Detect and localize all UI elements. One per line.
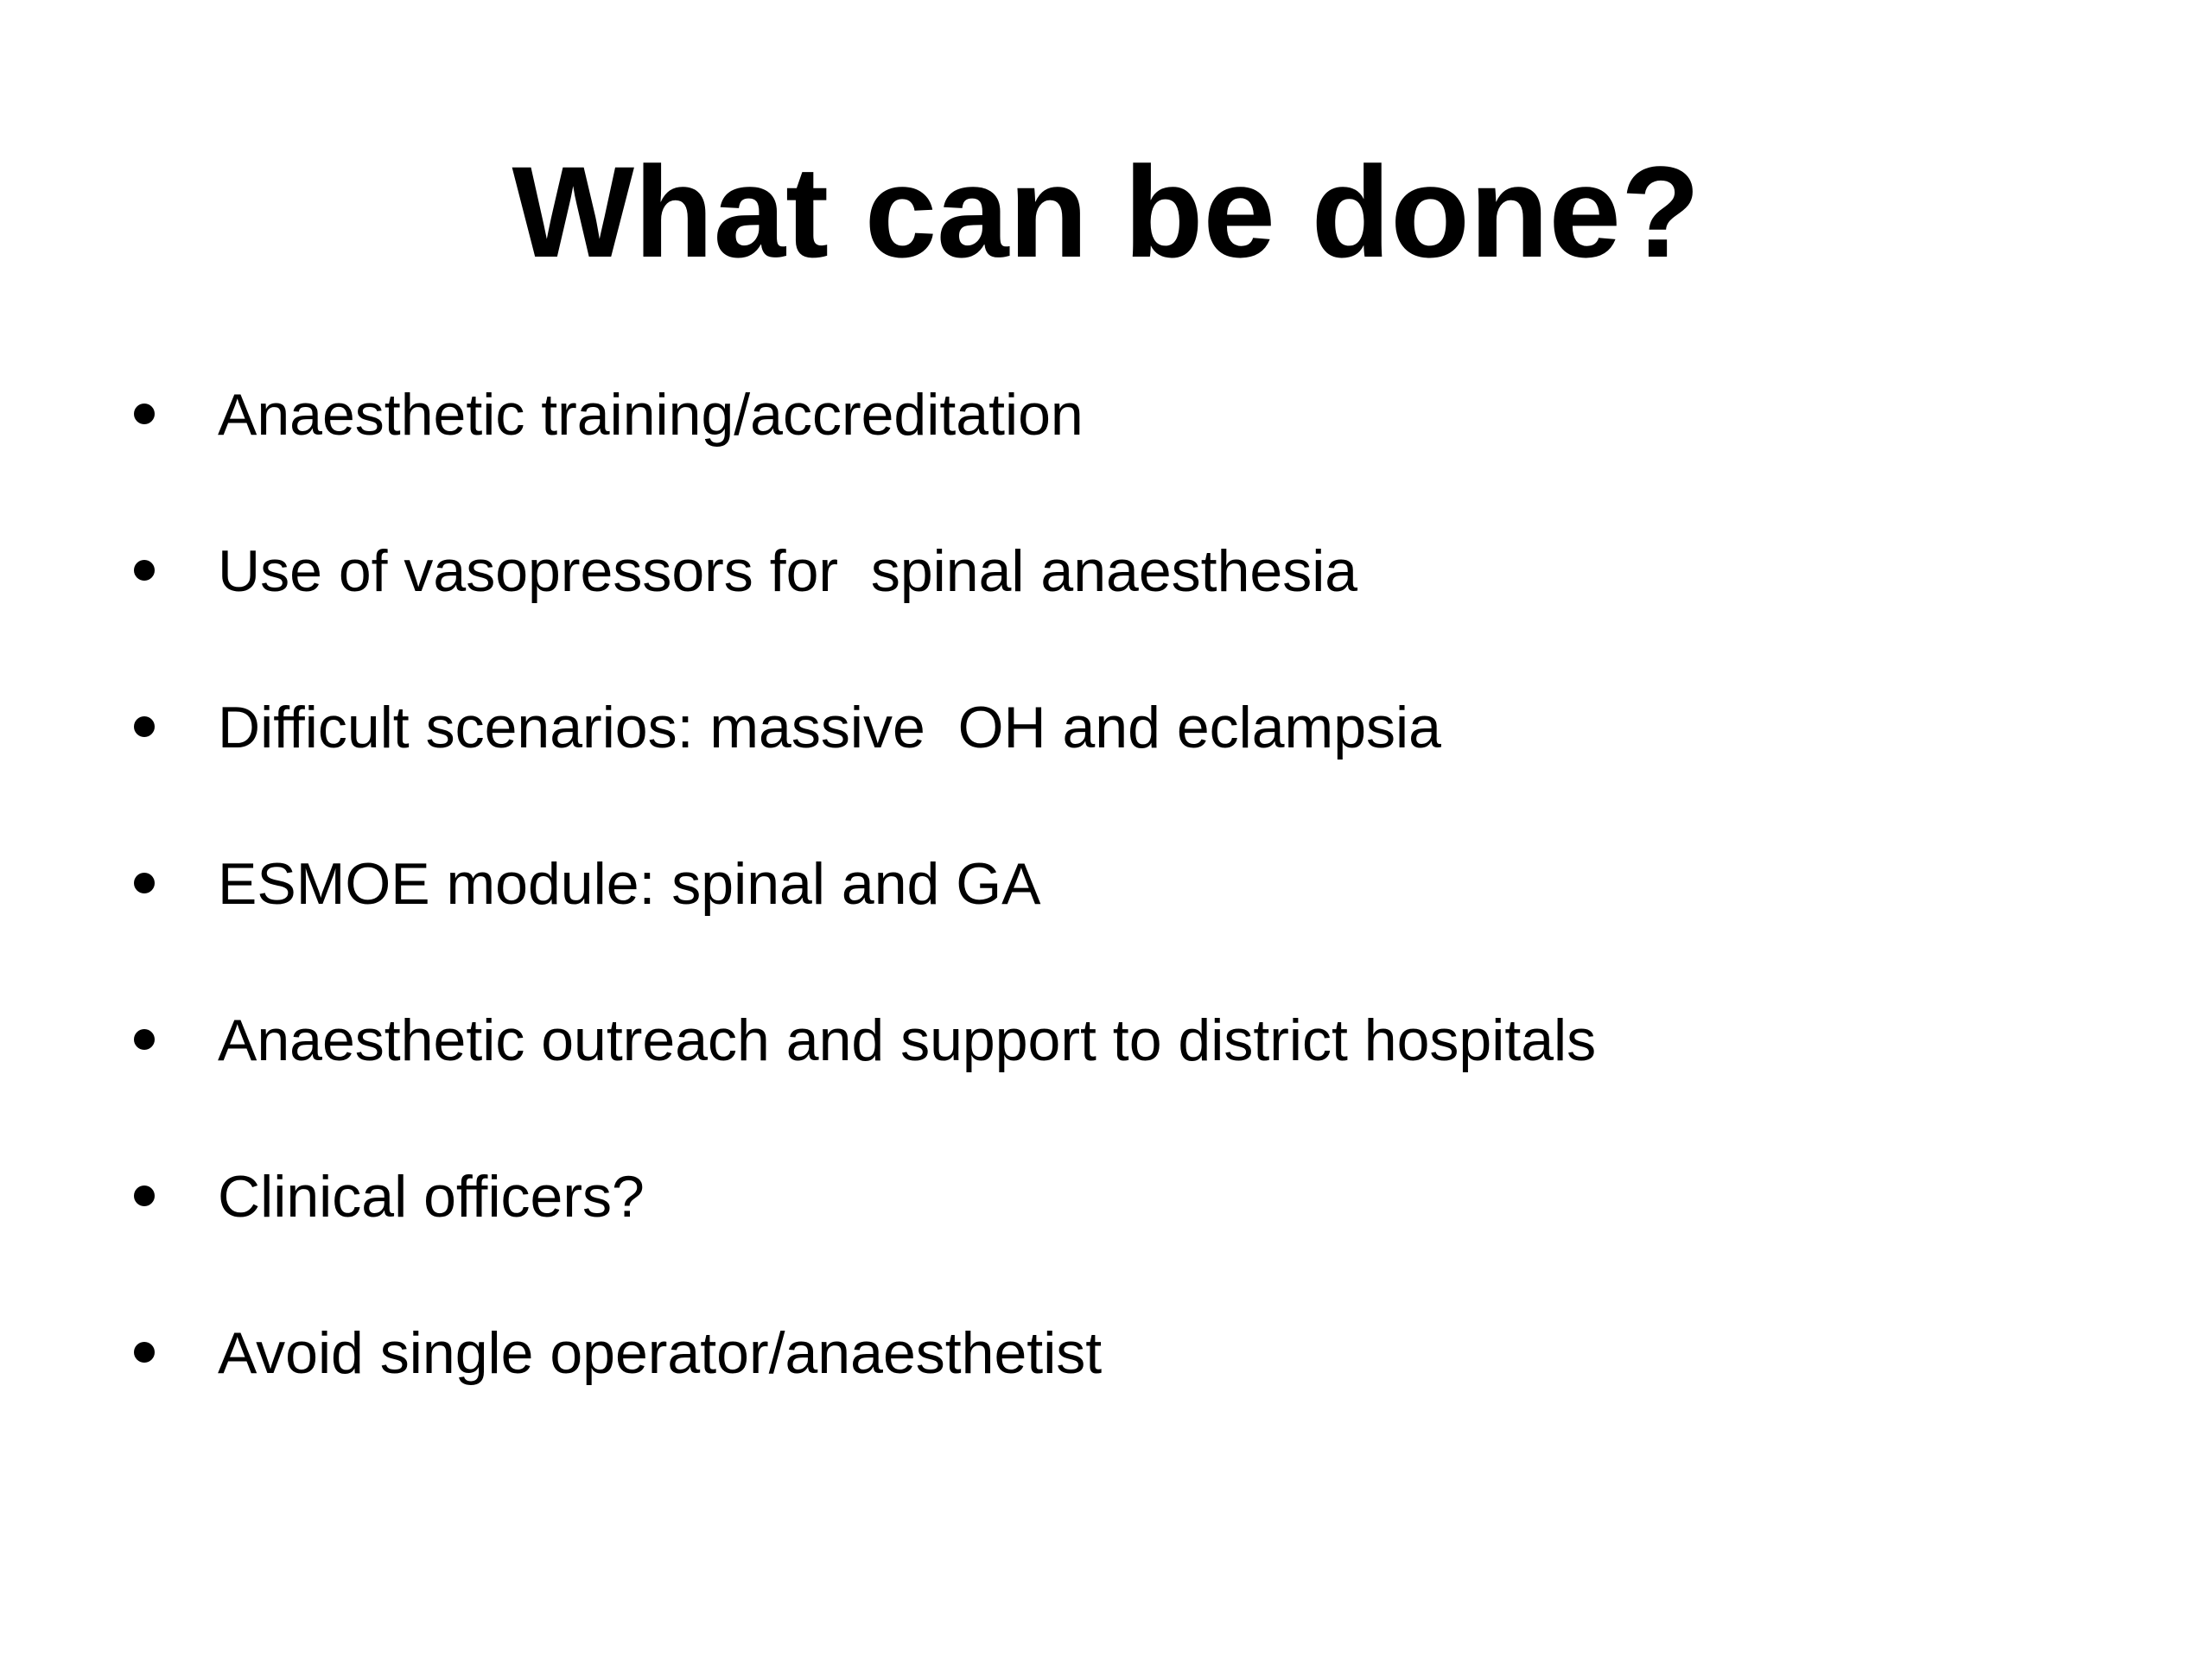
bullet-text: Difficult scenarios: massive OH and eclampsia: [218, 695, 1441, 760]
list-item: [130, 1001, 2117, 1158]
bullet-list: [130, 376, 2117, 1471]
bullet-text: ESMOE module: spinal and GA: [218, 851, 1041, 917]
bullet-text: Anaesthetic training/accreditation: [218, 382, 1084, 448]
bullet-icon: [134, 1185, 155, 1206]
bullet-icon: [134, 1342, 155, 1363]
bullet-icon: [134, 1029, 155, 1050]
list-item: [130, 845, 2117, 1001]
bullet-text: Anaesthetic outreach and support to district hospitals: [218, 1007, 1597, 1073]
list-item: [130, 689, 2117, 845]
slide-title: What can be done?: [512, 139, 1700, 284]
list-item: [130, 376, 2117, 532]
bullet-text: Clinical officers?: [218, 1164, 645, 1230]
list-item: [130, 1158, 2117, 1314]
bullet-icon: [134, 716, 155, 737]
bullet-icon: [134, 873, 155, 893]
list-item: [130, 1314, 2117, 1471]
bullet-text: Use of vasopressors for spinal anaesthesia: [218, 538, 1358, 604]
list-item: [130, 532, 2117, 689]
bullet-text: Avoid single operator/anaesthetist: [218, 1320, 1103, 1386]
bullet-icon: [134, 560, 155, 581]
bullet-icon: [134, 404, 155, 424]
